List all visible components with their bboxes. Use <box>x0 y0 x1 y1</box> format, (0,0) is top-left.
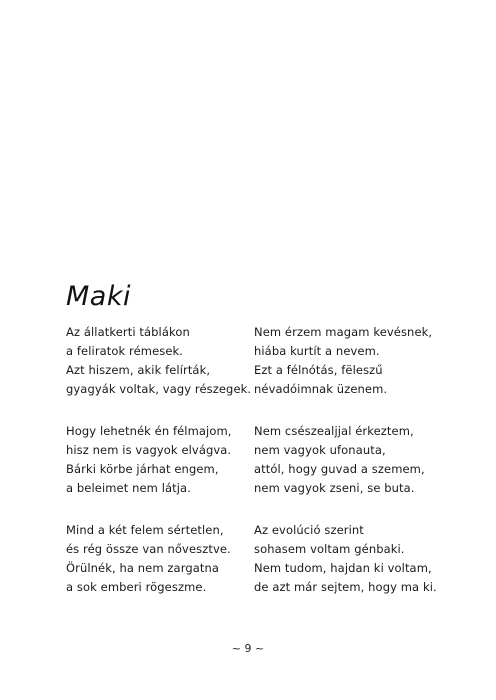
stanza <box>66 422 251 498</box>
stanza <box>254 422 439 498</box>
poem-column-right <box>254 323 439 620</box>
verse-line: a beleimet nem látja. <box>66 481 191 495</box>
verse-line: a sok emberi rögeszme. <box>66 580 207 594</box>
verse-line: attól, hogy guvad a szemem, <box>254 462 425 476</box>
verse-line: nem vagyok ufonauta, <box>254 443 386 457</box>
verse-line: Az evolúció szerint <box>254 523 364 537</box>
poem-title: Maki <box>66 281 131 312</box>
verse-line: hiába kurtít a nevem. <box>254 344 380 358</box>
verse-line: Bárki körbe járhat engem, <box>66 462 219 476</box>
verse-line: sohasem voltam génbaki. <box>254 542 405 556</box>
verse-line: a feliratok rémesek. <box>66 344 184 358</box>
verse-line: Nem érzem magam kevésnek, <box>254 325 433 339</box>
stanza <box>254 323 439 399</box>
verse-line: Hogy lehetnék én félmajom, <box>66 424 232 438</box>
verse-line: Nem tudom, hajdan ki voltam, <box>254 561 432 575</box>
verse-line: de azt már sejtem, hogy ma ki. <box>254 580 437 594</box>
verse-line: Ezt a félnótás, fëleszű <box>254 363 383 377</box>
verse-line: Azt hiszem, akik felírták, <box>66 363 211 377</box>
page-number: ~ 9 ~ <box>231 642 265 655</box>
stanza <box>254 521 439 597</box>
stanza <box>66 323 251 399</box>
verse-line: Nem csészealjjal érkeztem, <box>254 424 414 438</box>
stanza <box>66 521 251 597</box>
verse-line: Örülnék, ha nem zargatna <box>66 561 220 575</box>
verse-line: Mind a két felem sértetlen, <box>66 523 224 537</box>
verse-line: névadóimnak üzenem. <box>254 382 388 396</box>
verse-line: hisz nem is vagyok elvágva. <box>66 443 232 457</box>
verse-line: nem vagyok zseni, se buta. <box>254 481 415 495</box>
verse-line: Az állatkerti táblákon <box>66 325 190 339</box>
verse-line: és rég össze van nővesztve. <box>66 542 231 556</box>
verse-line: gyagyák voltak, vagy részegek. <box>66 382 252 396</box>
poem-column-left <box>66 323 251 620</box>
